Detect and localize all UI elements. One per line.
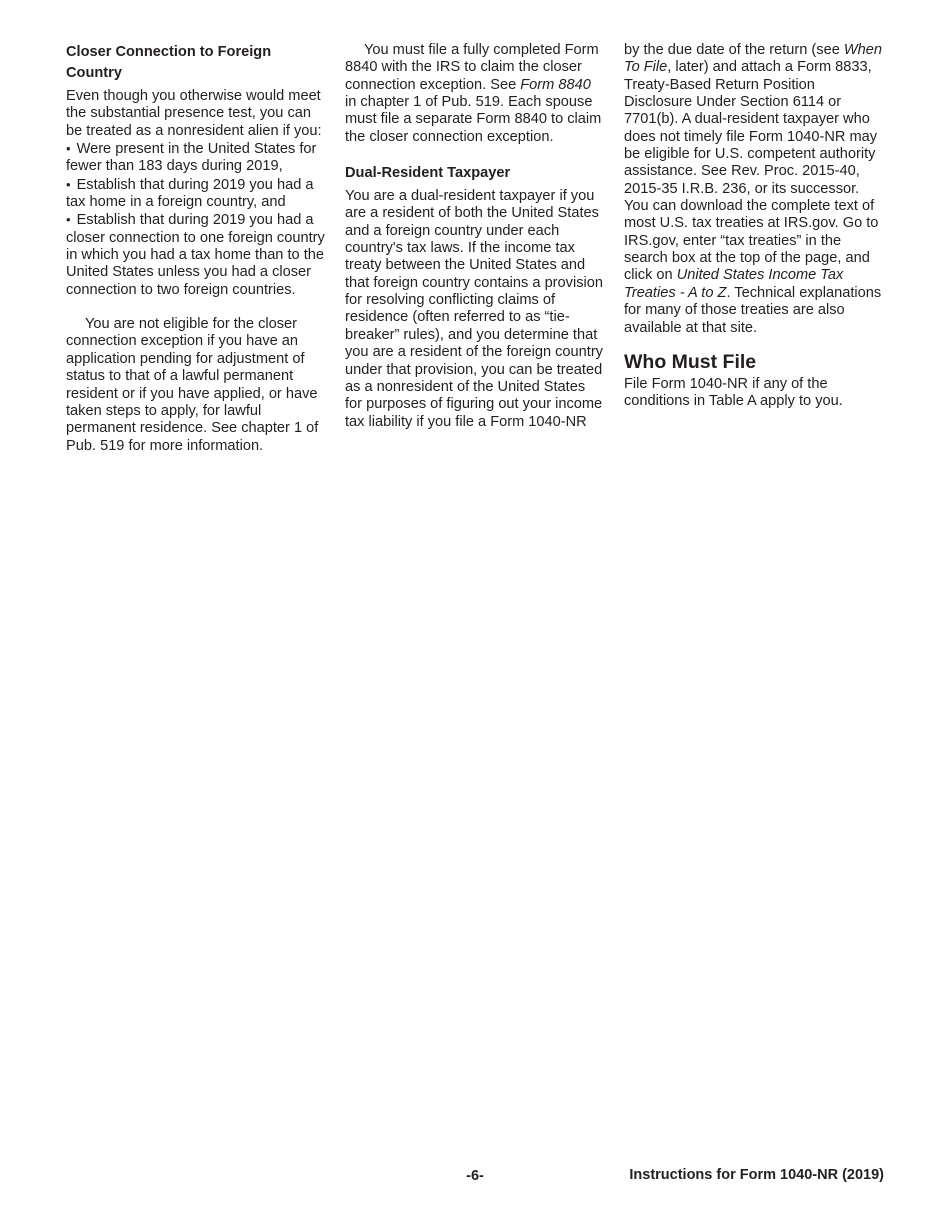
paragraph: You are a dual-resident taxpayer if you are a resident of both the United States and a foreign country under each country's tax laws. If the income tax treaty between the United States and that foreign country contains a provision for resolving conflicting claims of residence (often referred to as “tie-breaker” rules), and you determine that you are a resident of the foreign country under that provision, you can be treated as a nonresident of the United States for purposes of figuring out your income tax liability if you file a Form 1040-NR (345, 188, 603, 430)
form-reference: Form 8840 (520, 76, 591, 93)
paragraph: by the due date of the return (see When To File, later) and attach a Form 8833, Treaty-Based Return Position Disclosure Under Section 6114 or 7701(b). A dual-resident taxpayer who does not timely file Form 1040-NR may be eligible for U.S. competent authority assistance. See Rev. Proc. 2015-40, 2015-35 I.R.B. 236, or its successor. You can download the complete text of most U.S. tax treaties at IRS.gov. Go to IRS.gov, enter “tax treaties” in the search box at the top of the page, and click on United States Income Tax Treaties - A to Z. Technical explanations for many of those treaties are also available at that site. (624, 42, 882, 336)
paragraph: You must file a fully completed Form 8840 with the IRS to claim the closer connection exception. See Form 8840 in chapter 1 of Pub. 519. Each spouse must file a separate Form 8840 to claim the closer connection exception. (345, 42, 602, 145)
column-2 (345, 42, 603, 431)
bullet-item: • Establish that during 2019 you had a closer connection to one foreign country in which you had a tax home than to the United States unless you had a closer connection to two foreign countries. (66, 211, 328, 299)
column-1 (66, 42, 328, 455)
link-reference: United States Income Tax Treaties - A to Z (624, 267, 844, 301)
paragraph: Even though you otherwise would meet the substantial presence test, you can be treated as a nonresident alien if you: (66, 88, 322, 139)
bullet-item: • Establish that during 2019 you had a tax home in a foreign country, and (66, 176, 328, 212)
section-heading-dual-resident: Dual-Resident Taxpayer (345, 165, 511, 182)
column-3 (624, 42, 886, 411)
paragraph: File Form 1040-NR if any of the conditions in Table A apply to you. (624, 375, 843, 410)
page-number: -6- (466, 1168, 484, 1184)
section-heading-closer-connection: Closer Connection to Foreign Country (66, 44, 272, 81)
section-heading-who-must-file: Who Must File (624, 350, 757, 373)
bullet-item: • Were present in the United States for fewer than 183 days during 2019, (66, 140, 328, 176)
section-reference: When To File (624, 42, 882, 76)
paragraph: You are not eligible for the closer connection exception if you have an application pending for adjustment of status to that of a lawful permanent resident or if you have applied, or have taken steps to apply, for lawful permanent residence. See chapter 1 of Pub. 519 for more information. (66, 316, 319, 454)
document-title: Instructions for Form 1040-NR (2019) (629, 1167, 884, 1183)
